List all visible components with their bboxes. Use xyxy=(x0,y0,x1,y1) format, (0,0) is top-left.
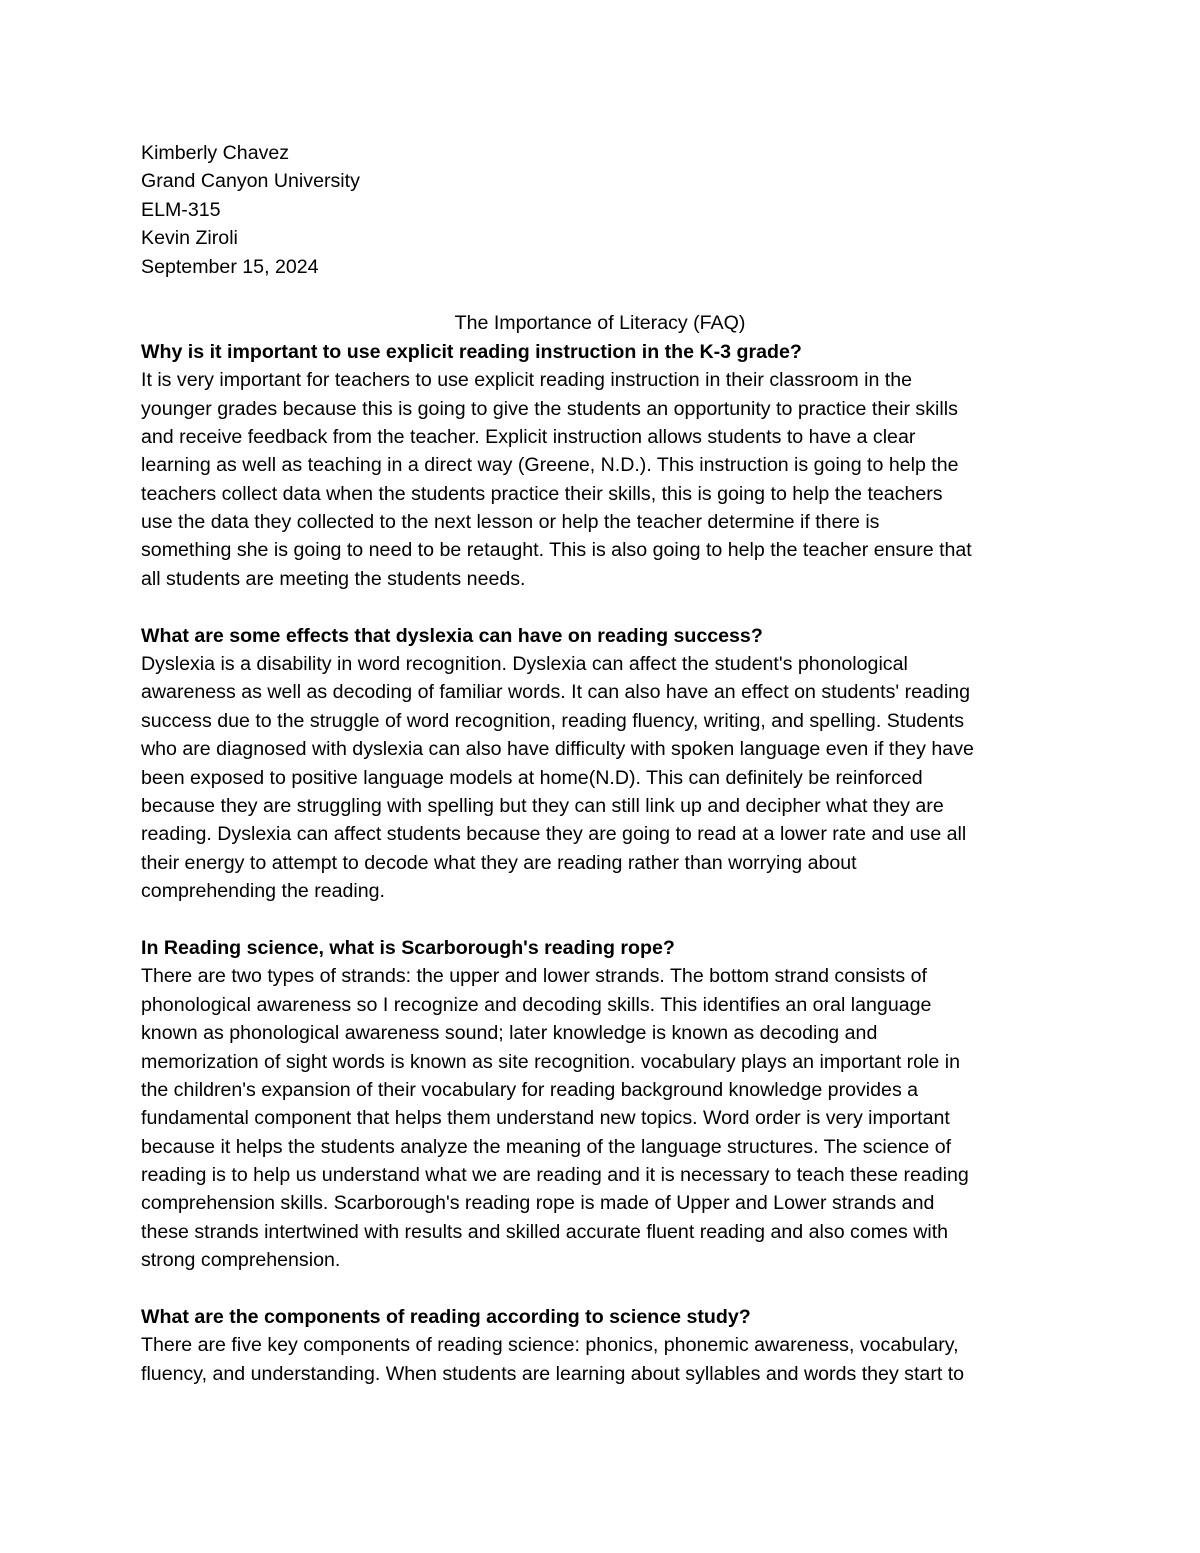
answer-line: success due to the struggle of word recognition, reading fluency, writing, and spelling. Students xyxy=(141,709,965,732)
faq-answer xyxy=(141,650,1071,906)
spacer xyxy=(141,593,1071,621)
answer-line: their energy to attempt to decode what they are reading rather than worrying about xyxy=(141,851,857,874)
answer-line: teachers collect data when the students practice their skills, this is going to help the teachers xyxy=(141,482,943,505)
faq-section xyxy=(141,338,1071,594)
answer-line: known as phonological awareness sound; later knowledge is known as decoding and xyxy=(141,1022,878,1045)
answer-line: learning as well as teaching in a direct way (Greene, N.D.). This instruction is going to help the xyxy=(141,454,959,477)
answer-line: Dyslexia is a disability in word recognition. Dyslexia can affect the student's phonological xyxy=(141,653,908,676)
answer-line: comprehension skills. Scarborough's reading rope is made of Upper and Lower strands and xyxy=(141,1192,935,1215)
answer-line: because they are struggling with spelling but they can still link up and decipher what they are xyxy=(141,794,944,817)
faq-question: Why is it important to use explicit reading instruction in the K-3 grade? xyxy=(141,340,802,363)
answer-line: It is very important for teachers to use explicit reading instruction in their classroom in the xyxy=(141,369,913,392)
answer-line: strong comprehension. xyxy=(141,1249,341,1272)
spacer xyxy=(141,281,1071,309)
faq-answer xyxy=(141,1331,1071,1388)
spacer xyxy=(141,906,1071,934)
answer-line: comprehending the reading. xyxy=(141,880,386,903)
answer-line: fluency, and understanding. When students are learning about syllables and words they start to xyxy=(141,1362,965,1385)
faq-answer xyxy=(141,366,1071,593)
instructor-name: Kevin Ziroli xyxy=(141,227,238,250)
course-code: ELM-315 xyxy=(141,198,221,221)
document-body xyxy=(141,139,1071,1388)
answer-line: who are diagnosed with dyslexia can also have difficulty with spoken language even if they have xyxy=(141,738,974,761)
answer-line: the children's expansion of their vocabulary for reading background knowledge provides a xyxy=(141,1078,919,1101)
answer-line: reading. Dyslexia can affect students because they are going to read at a lower rate and use all xyxy=(141,823,967,846)
answer-line: younger grades because this is going to give the students an opportunity to practice their skills xyxy=(141,397,958,420)
spacer xyxy=(141,1275,1071,1303)
answer-line: these strands intertwined with results and skilled accurate fluent reading and also comes with xyxy=(141,1220,949,1243)
document-title: The Importance of Literacy (FAQ) xyxy=(454,312,746,335)
author-name: Kimberly Chavez xyxy=(141,142,290,164)
answer-line: because it helps the students analyze the meaning of the language structures. The science of xyxy=(141,1135,952,1158)
faq-question: What are some effects that dyslexia can have on reading success? xyxy=(141,624,763,647)
answer-line: something she is going to need to be retaught. This is also going to help the teacher ensure that xyxy=(141,539,972,562)
faq-question: What are the components of reading according to science study? xyxy=(141,1306,751,1329)
faq-answer xyxy=(141,962,1071,1274)
answer-line: memorization of sight words is known as site recognition. vocabulary plays an important role in xyxy=(141,1050,960,1073)
faq-section xyxy=(141,1303,1071,1388)
faq-question: In Reading science, what is Scarborough's reading rope? xyxy=(141,936,675,959)
answer-line: and receive feedback from the teacher. Explicit instruction allows students to have a clear xyxy=(141,425,916,448)
answer-line: There are five key components of reading science: phonics, phonemic awareness, vocabulary, xyxy=(141,1334,959,1357)
faq-section xyxy=(141,622,1071,906)
answer-line: awareness as well as decoding of familiar words. It can also have an effect on students' reading xyxy=(141,681,970,704)
answer-line: fundamental component that helps them understand new topics. Word order is very important xyxy=(141,1107,950,1130)
answer-line: phonological awareness so I recognize and decoding skills. This identifies an oral language xyxy=(141,993,932,1016)
answer-line: all students are meeting the students needs. xyxy=(141,567,526,590)
answer-line: There are two types of strands: the upper and lower strands. The bottom strand consists of xyxy=(141,965,927,988)
header-block xyxy=(141,139,1071,281)
answer-line: use the data they collected to the next lesson or help the teacher determine if there is xyxy=(141,511,880,534)
document-date: September 15, 2024 xyxy=(141,255,319,278)
answer-line: been exposed to positive language models at home(N.D). This can definitely be reinforced xyxy=(141,766,923,789)
answer-line: reading is to help us understand what we are reading and it is necessary to teach these reading xyxy=(141,1164,969,1187)
faq-section xyxy=(141,934,1071,1275)
institution-name: Grand Canyon University xyxy=(141,170,360,193)
